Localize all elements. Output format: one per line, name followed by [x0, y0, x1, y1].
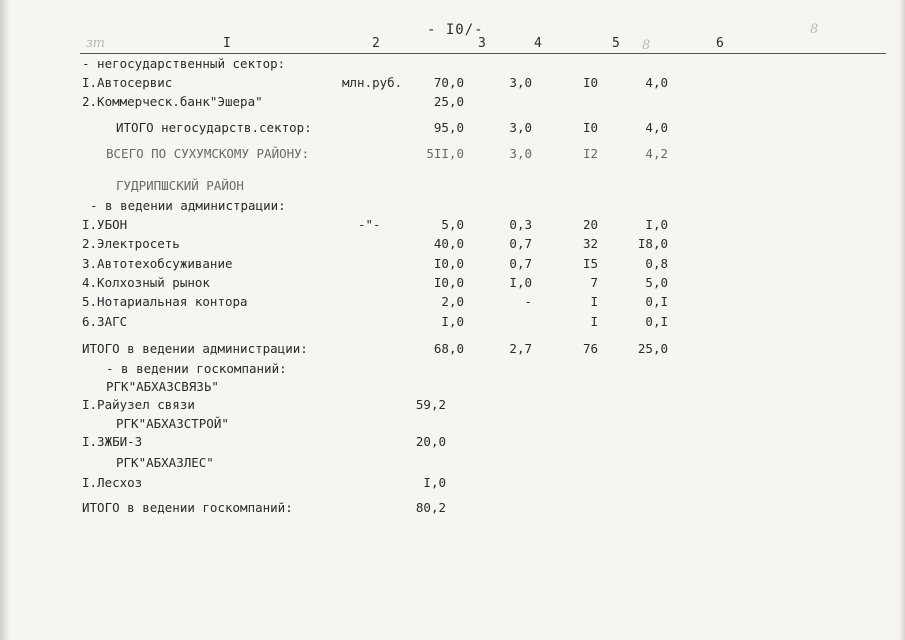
row-label: 6.ЗАГС [82, 314, 128, 329]
value-cell-3: 25,0 [433, 94, 464, 109]
row-label: 2.Коммерческ.банк"Эшера" [82, 94, 263, 109]
value-cell-5: I0 [582, 75, 598, 90]
value-cell-6: 0,I [645, 314, 668, 329]
pencil-mark: ɜт [86, 36, 105, 51]
unit-cell: -"- [358, 217, 381, 232]
row-label: 4.Колхозный рынок [82, 275, 210, 290]
value-cell-3: 80,2 [415, 500, 446, 515]
row-label: ВСЕГО ПО СУХУМСКОМУ РАЙОНУ: [106, 146, 310, 161]
value-cell-5: I5 [582, 256, 598, 271]
value-cell-4: 0,7 [509, 236, 532, 251]
value-cell-3: I,0 [441, 314, 464, 329]
pencil-col-mark: 8 [642, 38, 651, 53]
value-cell-6: 4,0 [645, 75, 668, 90]
value-cell-3: 5,0 [441, 217, 464, 232]
table-row [0, 397, 905, 415]
value-cell-5: I2 [582, 146, 598, 161]
value-cell-5: 20 [582, 217, 598, 232]
row-label: 5.Нотариальная контора [82, 294, 248, 309]
row-label: ИТОГО в ведении госкомпаний: [82, 500, 293, 515]
row-label: I.Райузел связи [82, 397, 195, 412]
table-row [0, 56, 905, 74]
value-cell-5: I [590, 294, 598, 309]
value-cell-4: - [524, 294, 532, 309]
row-label: I.УБОН [82, 217, 128, 232]
table-row [0, 146, 905, 164]
value-cell-6: I8,0 [637, 236, 668, 251]
value-cell-3: I0,0 [433, 275, 464, 290]
row-label: ГУДРИПШСКИЙ РАЙОН [116, 178, 244, 193]
row-label: ИТОГО негосударств.сектор: [116, 120, 312, 135]
row-label: I.Автосервис [82, 75, 173, 90]
row-label: 3.Автотехобсуживание [82, 256, 233, 271]
section-title [0, 379, 905, 397]
column-header-4: 4 [534, 36, 542, 51]
row-label: - негосударственный сектор: [82, 56, 286, 71]
column-header-6: 6 [716, 36, 724, 51]
value-cell-6: 5,0 [645, 275, 668, 290]
row-label: I.Лесхоз [82, 475, 143, 490]
value-cell-4: I,0 [509, 275, 532, 290]
value-cell-3: 68,0 [433, 341, 464, 356]
row-label: I.ЗЖБИ-3 [82, 434, 143, 449]
table-row [0, 217, 905, 235]
table-row [0, 434, 905, 452]
value-cell-3: I,0 [423, 475, 446, 490]
value-cell-6: 25,0 [637, 341, 668, 356]
table-row [0, 341, 905, 359]
value-cell-4: 0,7 [509, 256, 532, 271]
table-row [0, 236, 905, 254]
section-title [0, 455, 905, 473]
value-cell-3: 5II,0 [426, 146, 464, 161]
table-row [0, 198, 905, 216]
table-row [0, 275, 905, 293]
table-row [0, 256, 905, 274]
value-cell-3: 95,0 [433, 120, 464, 135]
row-label: РГК"АБХАЗСТРОЙ" [116, 416, 229, 431]
row-label: ИТОГО в ведении администрации: [82, 341, 308, 356]
value-cell-4: 3,0 [509, 75, 532, 90]
value-cell-4: 3,0 [509, 146, 532, 161]
value-cell-5: 76 [582, 341, 598, 356]
value-cell-4: 0,3 [509, 217, 532, 232]
value-cell-5: 7 [590, 275, 598, 290]
value-cell-3: 70,0 [433, 75, 464, 90]
value-cell-5: I0 [582, 120, 598, 135]
table-row [0, 294, 905, 312]
value-cell-3: 59,2 [415, 397, 446, 412]
row-label: РГК"АБХАЗСВЯЗЬ" [106, 379, 219, 394]
unit-cell: млн.руб. [342, 75, 403, 90]
value-cell-4: 3,0 [509, 120, 532, 135]
row-label: - в ведении администрации: [90, 198, 286, 213]
value-cell-6: I,0 [645, 217, 668, 232]
header-rule [80, 53, 886, 54]
value-cell-3: I0,0 [433, 256, 464, 271]
column-headers [80, 36, 886, 54]
value-cell-6: 0,I [645, 294, 668, 309]
row-label: - в ведении госкомпаний: [106, 361, 287, 376]
value-cell-3: 20,0 [415, 434, 446, 449]
table-row [0, 94, 905, 112]
table-row [0, 120, 905, 138]
table-row [0, 314, 905, 332]
column-header-1: I [223, 36, 231, 51]
section-title [0, 416, 905, 434]
table-row [0, 361, 905, 379]
table-row [0, 75, 905, 93]
table-row [0, 475, 905, 493]
value-cell-3: 40,0 [433, 236, 464, 251]
value-cell-5: I [590, 314, 598, 329]
section-title [0, 178, 905, 196]
value-cell-3: 2,0 [441, 294, 464, 309]
table-row [0, 500, 905, 518]
row-label: 2.Электросеть [82, 236, 180, 251]
column-header-3: 3 [478, 36, 486, 51]
row-label: РГК"АБХАЗЛЕС" [116, 455, 214, 470]
value-cell-4: 2,7 [509, 341, 532, 356]
column-header-2: 2 [372, 36, 380, 51]
column-header-5: 5 [612, 36, 620, 51]
value-cell-6: 0,8 [645, 256, 668, 271]
value-cell-6: 4,2 [645, 146, 668, 161]
value-cell-5: 32 [582, 236, 598, 251]
pencil-page-mark: 8 [810, 22, 819, 37]
page-number: - I0/- [427, 22, 484, 38]
value-cell-6: 4,0 [645, 120, 668, 135]
